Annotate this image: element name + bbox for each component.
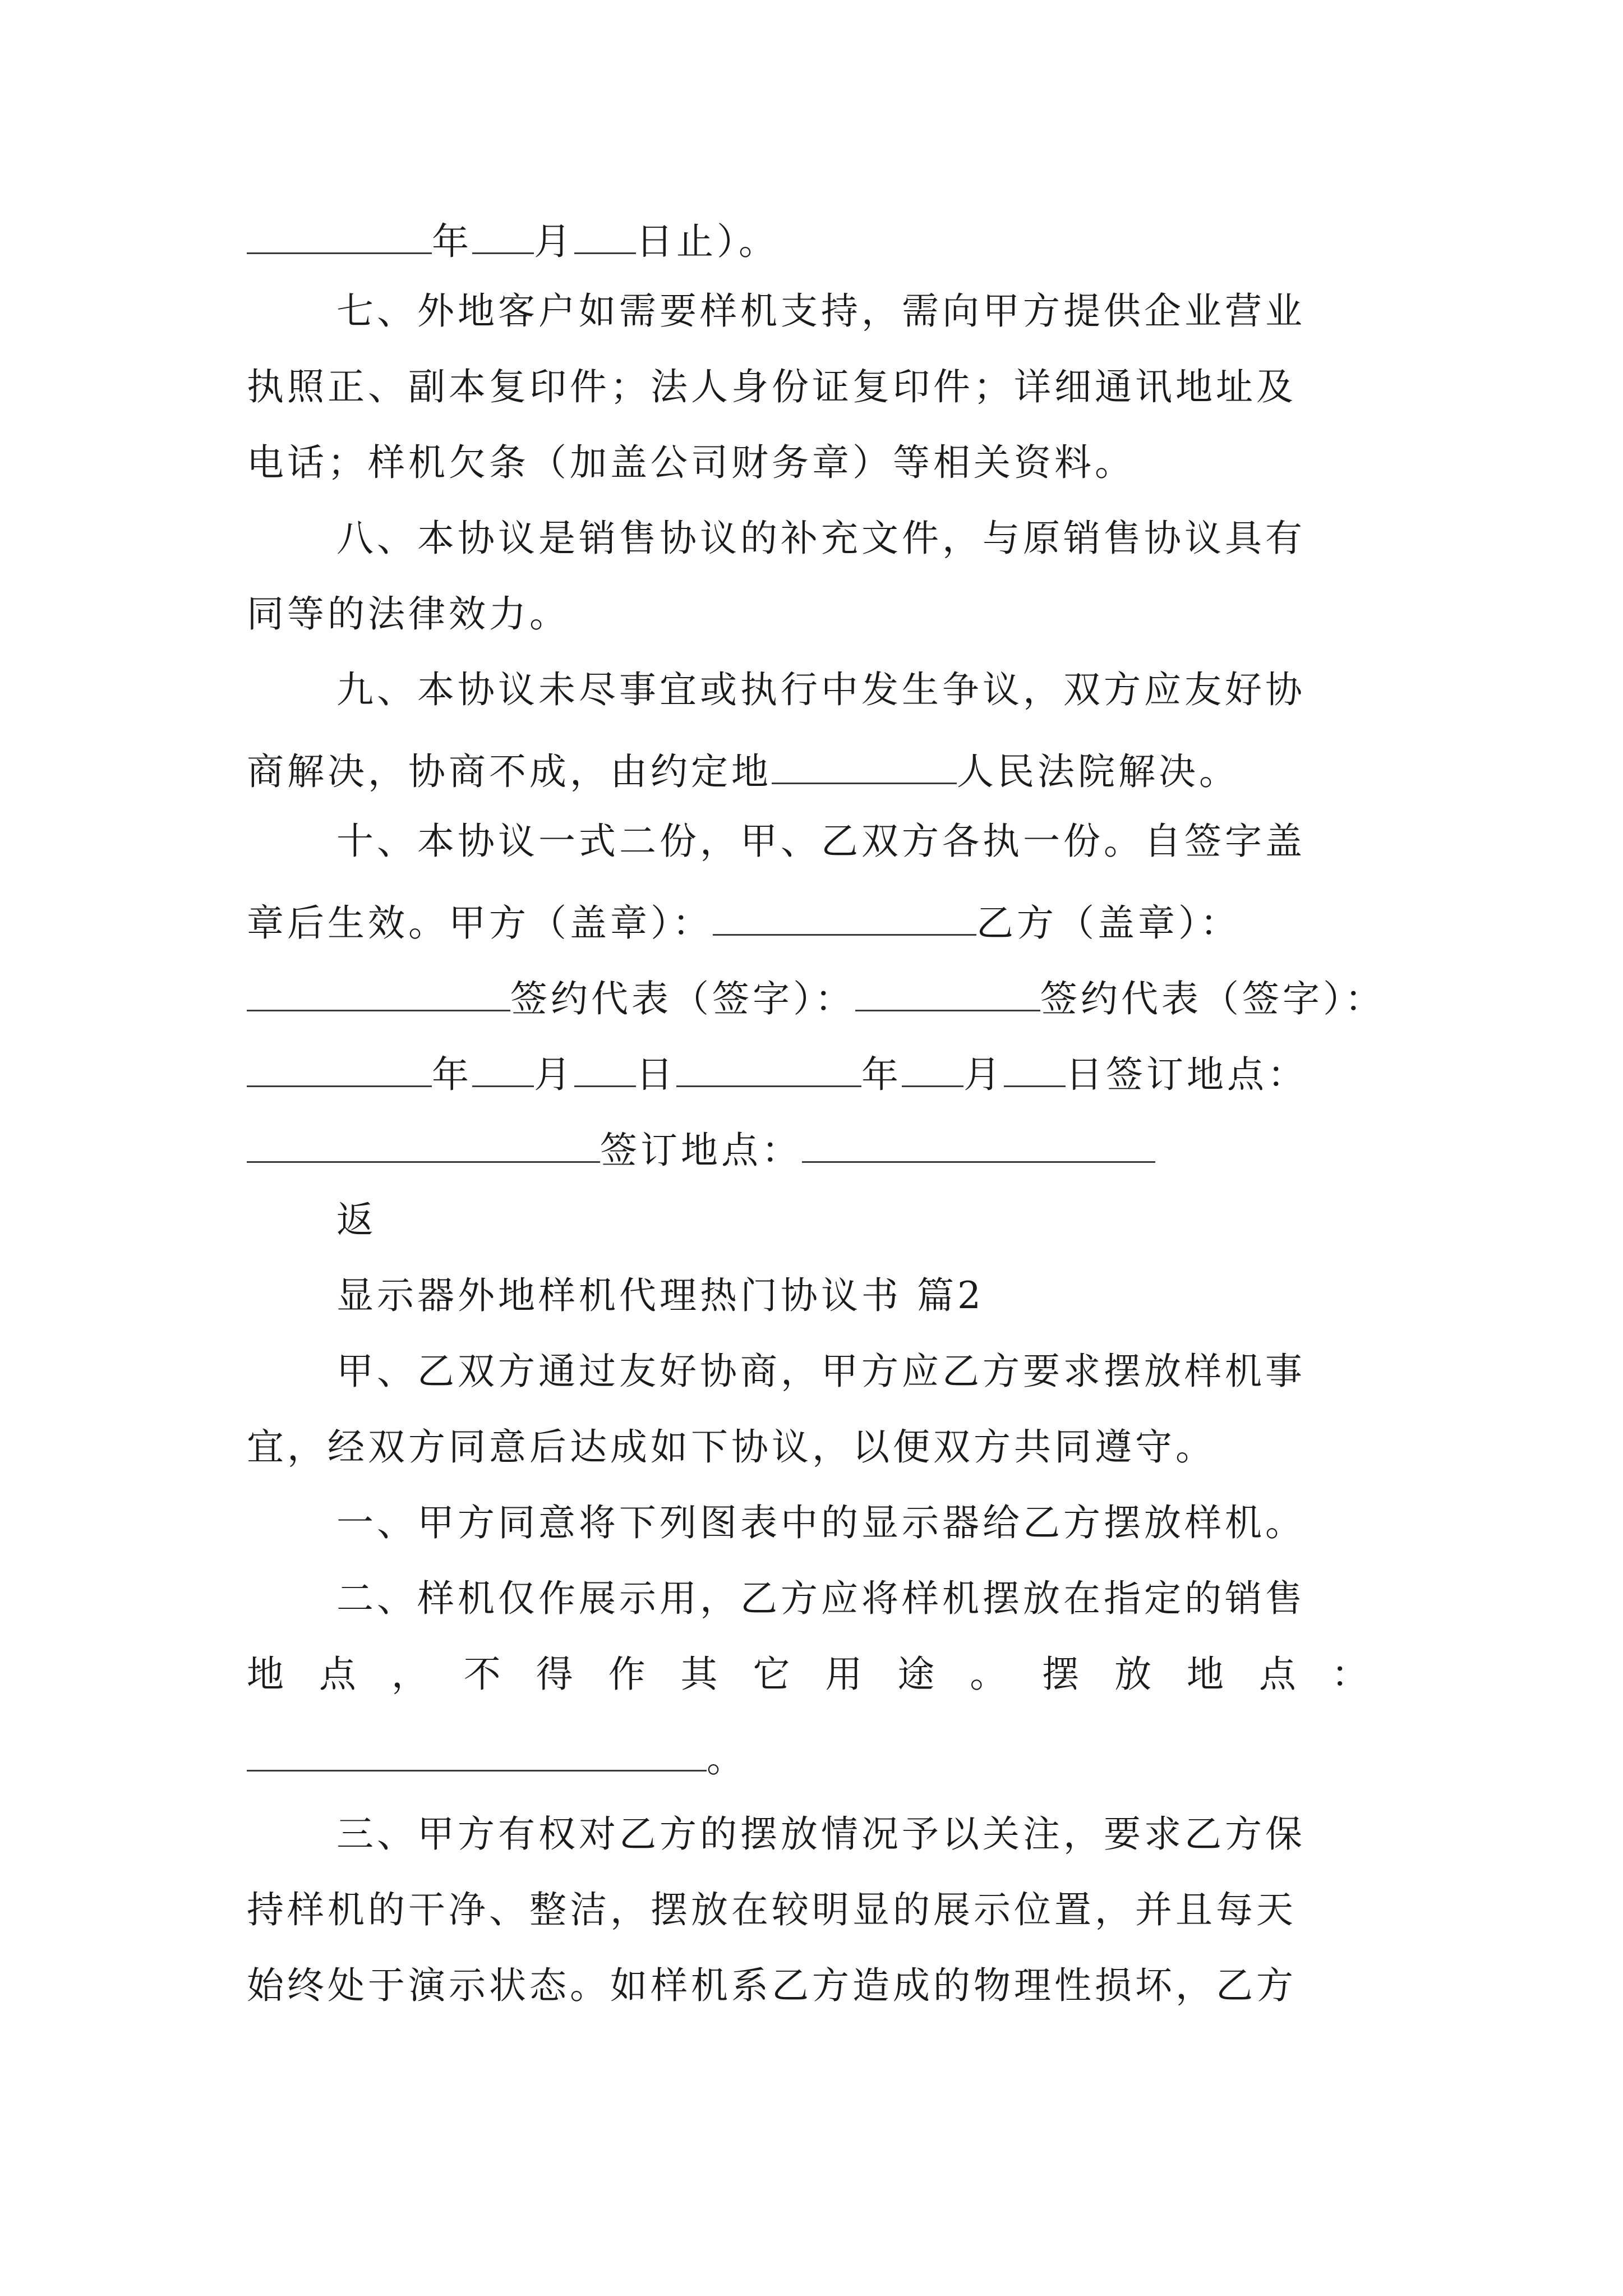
para10-line2 xyxy=(247,889,1413,945)
date-a-year-label: 年 xyxy=(432,1053,472,1096)
para9-line1: 九、本协议未尽事宜或执行中发生争议，双方应友好协 xyxy=(336,668,1306,711)
para7-line1: 七、外地客户如需要样机支持，需向甲方提供企业营业 xyxy=(336,289,1306,333)
para7-line3: 电话；样机欠条（加盖公司财务章）等相关资料。 xyxy=(247,441,1135,484)
item2-char: 地 xyxy=(247,1653,284,1696)
para9-line2-b: 人民法院解决。 xyxy=(957,750,1239,793)
item2-char: 。 xyxy=(970,1653,1007,1696)
para10-line1: 十、本协议一式二份，甲、乙双方各执一份。自签字盖 xyxy=(336,820,1306,863)
date-b-year-blank xyxy=(676,1041,861,1087)
rep-a-label: 签约代表（签字）： xyxy=(510,977,855,1020)
para10-line5 xyxy=(247,1116,1413,1172)
place-blank xyxy=(247,1725,707,1772)
intro-line1: 甲、乙双方通过友好协商，甲方应乙方要求摆放样机事 xyxy=(336,1350,1306,1393)
date-b-day-place-label: 日签订地点： xyxy=(1066,1053,1308,1096)
para9-line2-a: 商解决，协商不成，由约定地 xyxy=(247,750,772,793)
item2-char: 放 xyxy=(1114,1653,1152,1696)
return-text: 返 xyxy=(336,1198,377,1241)
party-a-seal-blank xyxy=(713,889,976,936)
year-blank xyxy=(247,208,432,254)
rep-b-label: 签约代表（签字）： xyxy=(1040,977,1385,1020)
item2-char: 摆 xyxy=(1042,1653,1080,1696)
item2-char: 得 xyxy=(536,1653,573,1696)
section2-title: 显示器外地样机代理热门协议书 篇2 xyxy=(336,1274,984,1317)
date-a-year-blank xyxy=(247,1041,432,1087)
place-b-label: 签订地点： xyxy=(600,1129,802,1172)
date-a-day-label: 日 xyxy=(636,1053,676,1096)
intro-line2: 宜，经双方同意后达成如下协议，以便双方共同遵守。 xyxy=(247,1425,1216,1469)
party-a-seal-label: 章后生效。甲方（盖章）： xyxy=(247,901,713,945)
item2-char: 点 xyxy=(1258,1653,1296,1696)
item2-char: 途 xyxy=(897,1653,935,1696)
date-b-month-blank xyxy=(902,1041,963,1087)
item3-line2: 持样机的干净、整洁，摆放在较明显的展示位置，并且每天 xyxy=(247,1888,1297,1931)
date-a-month-label: 月 xyxy=(534,1053,574,1096)
para10-line4 xyxy=(247,1041,1413,1097)
date-b-month-label: 月 xyxy=(963,1053,1004,1096)
month-blank xyxy=(472,208,534,254)
item2-char: ， xyxy=(391,1653,428,1696)
item2-line2 xyxy=(247,1646,1368,1703)
item2-char: 地 xyxy=(1186,1653,1224,1696)
court-blank xyxy=(772,738,957,784)
item3-line3: 始终处于演示状态。如样机系乙方造成的物理性损坏，乙方 xyxy=(247,1964,1297,2007)
month-label: 月 xyxy=(534,220,574,263)
item2-char: 点 xyxy=(319,1653,356,1696)
para7-line2: 执照正、副本复印件；法人身份证复印件；详细通讯地址及 xyxy=(247,365,1297,408)
party-b-seal-label: 乙方（盖章）： xyxy=(976,901,1241,945)
date-a-day-blank xyxy=(574,1041,636,1087)
para8-line2: 同等的法律效力。 xyxy=(247,592,570,636)
item2-char: 其 xyxy=(680,1653,718,1696)
item2-char: 用 xyxy=(825,1653,863,1696)
date-b-day-blank xyxy=(1004,1041,1066,1087)
rep-a-blank xyxy=(855,965,1040,1011)
day-blank xyxy=(574,208,636,254)
para10-line3 xyxy=(247,965,1413,1021)
item2-char: ： xyxy=(1331,1653,1368,1696)
item2-end-mark: 。 xyxy=(707,1737,747,1780)
date-end-line xyxy=(247,208,1413,264)
day-end-label: 日止）。 xyxy=(636,220,779,263)
item2-char: 它 xyxy=(753,1653,790,1696)
item1-line: 一、甲方同意将下列图表中的显示器给乙方摆放样机。 xyxy=(336,1501,1306,1544)
year-label: 年 xyxy=(432,220,472,263)
date-a-month-blank xyxy=(472,1041,534,1087)
item2-char: 作 xyxy=(608,1653,645,1696)
item3-line1: 三、甲方有权对乙方的摆放情况予以关注，要求乙方保 xyxy=(336,1812,1306,1856)
para8-line1: 八、本协议是销售协议的补充文件，与原销售协议具有 xyxy=(336,517,1306,560)
item2-char: 不 xyxy=(463,1653,501,1696)
item2-line1: 二、样机仅作展示用，乙方应将样机摆放在指定的销售 xyxy=(336,1577,1306,1620)
place-a-blank xyxy=(247,1116,600,1163)
party-b-seal-blank xyxy=(247,965,510,1011)
para9-line2 xyxy=(247,738,1413,794)
item2-line3 xyxy=(247,1725,1413,1781)
place-b-blank xyxy=(802,1116,1155,1163)
date-b-year-label: 年 xyxy=(861,1053,902,1096)
